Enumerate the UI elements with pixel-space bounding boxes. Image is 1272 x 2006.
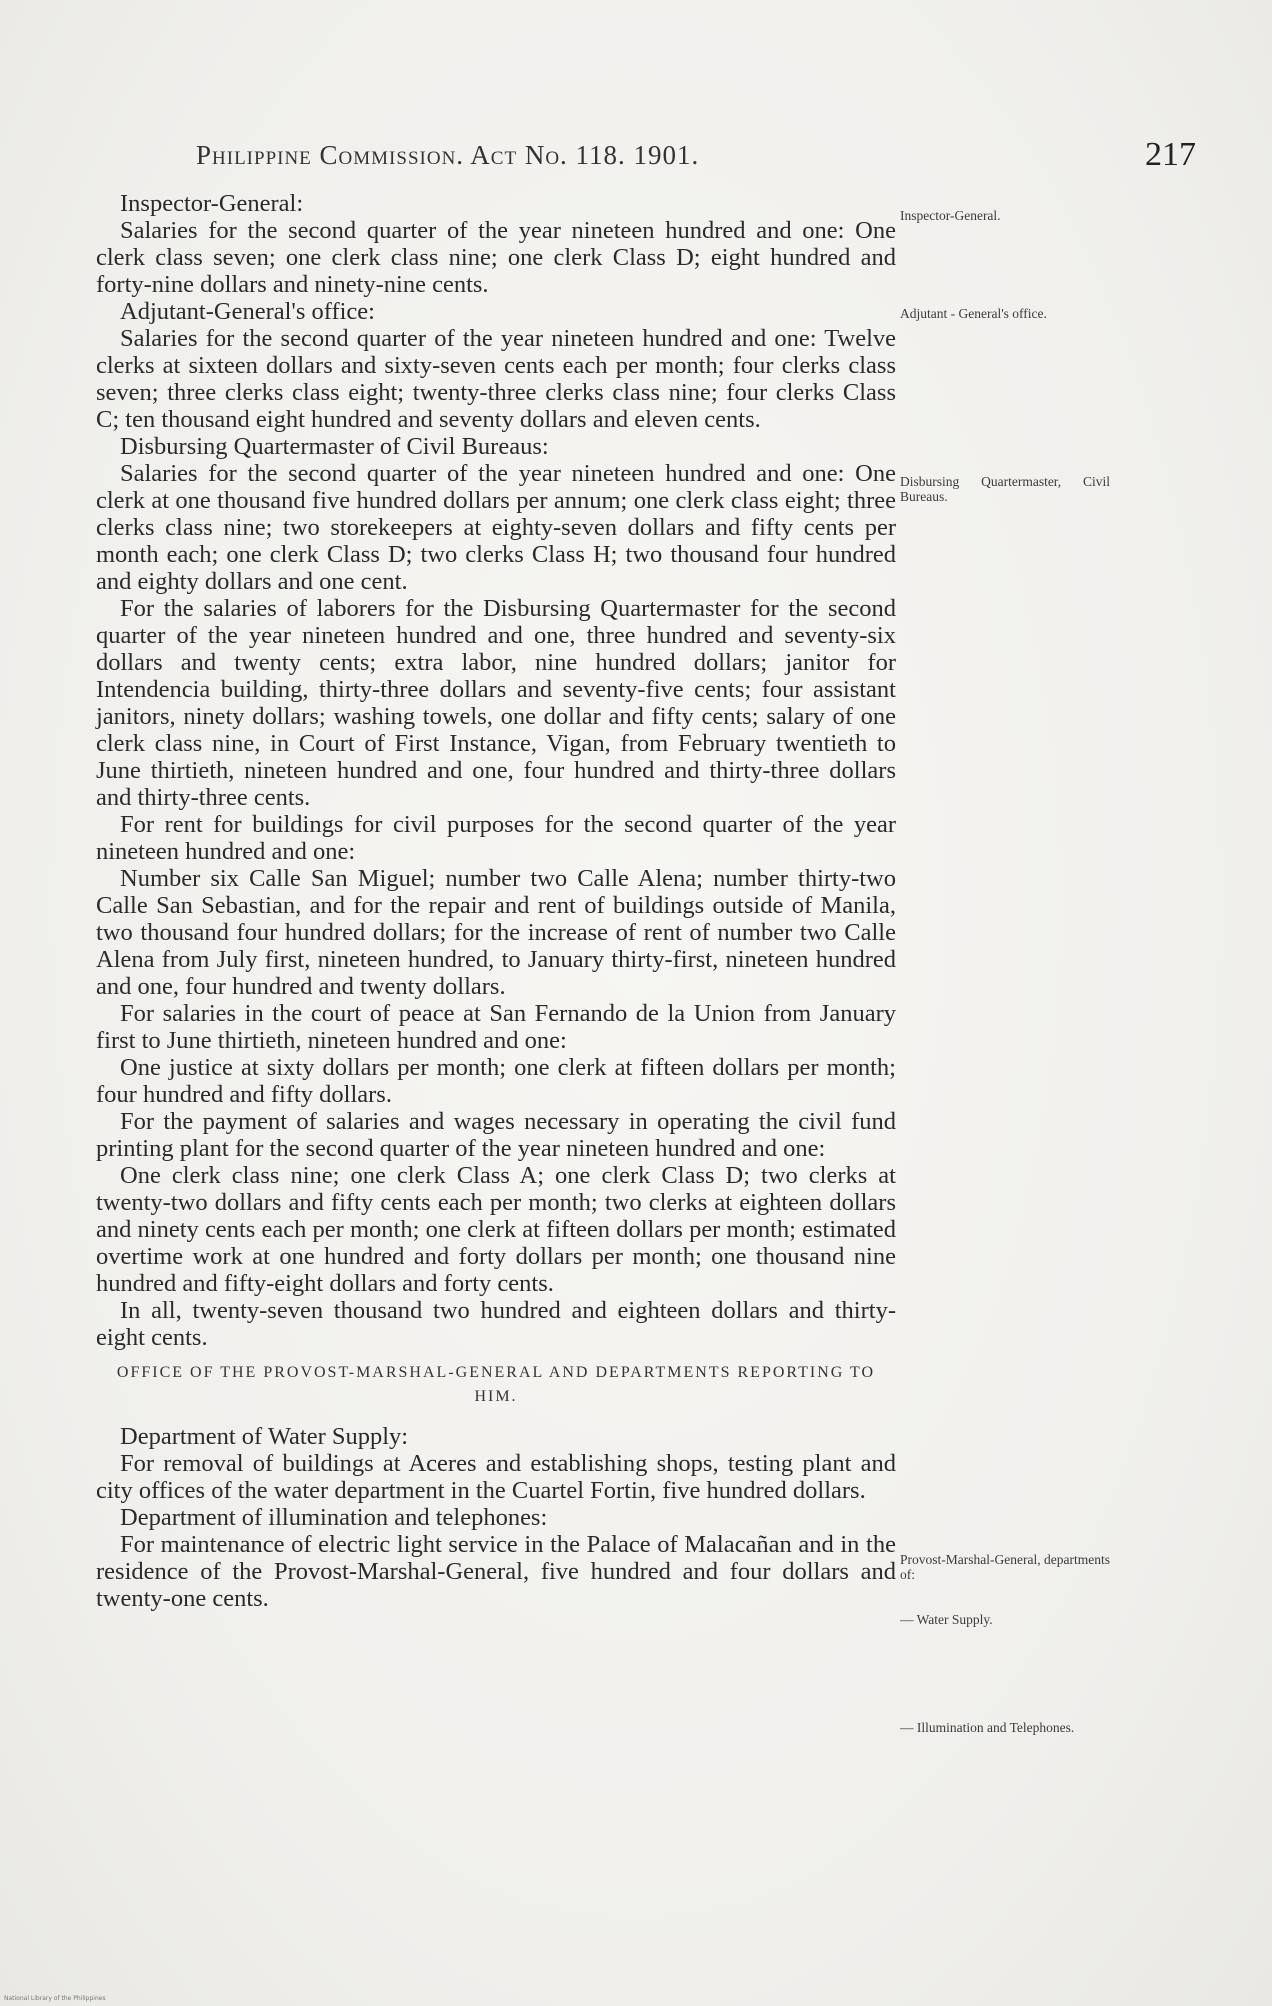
water-heading: Department of Water Supply: — [120, 1423, 409, 1450]
disbursing-paragraph: Salaries for the second quarter of the year nineteen hundred and one: One clerk at one thousand five hundred dollars per annum; one clerk class eight; three clerks class nine; two storekeepers at eighty-seven dollars and fifty cents per month each; one clerk Class D; two clerks Class H; two thousand four hundred and eighty dollars and one cent. — [96, 460, 896, 595]
illumination-paragraph: For maintenance of electric light service in the Palace of Malacañan and in the residence of the Provost-Marshal-General, five hundred and four dollars and twenty-one cents. — [96, 1531, 896, 1612]
laborers-paragraph: For the salaries of laborers for the Disbursing Quartermaster for the second quarter of the year nineteen hundred and one, three hundred and seventy-six dollars and twenty cents; extra labor, nine hundred dollars; janitor for Intendencia building, thirty-three dollars and seventy-five cents; four assistant janitors, ninety dollars; washing towels, one dollar and fifty cents; salary of one clerk class nine, in Court of First Instance, Vigan, from February twentieth to June thirtieth, nineteen hundred and one, four hundred and thirty-three dollars and thirty-three cents. — [96, 595, 896, 811]
printing-paragraph: For the payment of salaries and wages necessary in operating the civil fund printing plant for the second quarter of the year nineteen hundred and one: — [96, 1108, 896, 1162]
running-title: Philippine Commission. Act No. 118. 1901. — [196, 140, 700, 170]
body-text — [96, 190, 896, 1612]
rent-details-paragraph: Number six Calle San Miguel; number two Calle Alena; number thirty-two Calle San Sebastian, and for the repair and rent of buildings outside of Manila, two thousand four hundred dollars; for the increase of rent of number two Calle Alena from July first, nineteen hundred, to January thirty-first, nineteen hundred and one, four hundred and twenty dollars. — [96, 865, 896, 1000]
margin-note-adjutant: Adjutant - General's office. — [900, 306, 1047, 321]
margin-note-provost: Provost-Marshal-General, departments of: — [900, 1552, 1110, 1582]
court-paragraph: For salaries in the court of peace at San Fernando de la Union from January first to June thirtieth, nineteen hundred and one: — [96, 1000, 896, 1054]
printing-details-paragraph: One clerk class nine; one clerk Class A; one clerk Class D; two clerks at twenty-two dollars and fifty cents each per month; two clerks at eighteen dollars and ninety cents each per month; one clerk at fifteen dollars per month; estimated overtime work at one hundred and forty dollars per month; one thousand nine hundred and fifty-eight dollars and forty cents. — [96, 1162, 896, 1297]
margin-note-water: — Water Supply. — [900, 1612, 993, 1627]
rent-paragraph: For rent for buildings for civil purposes for the second quarter of the year nineteen hundred and one: — [96, 811, 896, 865]
adjutant-paragraph: Salaries for the second quarter of the year nineteen hundred and one: Twelve clerks at sixteen dollars and sixty-seven cents each per month; four clerks class seven; three clerks class eight; twenty-three clerks class nine; four clerks Class C; ten thousand eight hundred and seventy dollars and eleven cents. — [96, 325, 896, 433]
water-paragraph: For removal of buildings at Aceres and establishing shops, testing plant and city offices of the water department in the Cuartel Fortin, five hundred dollars. — [96, 1450, 896, 1504]
running-head — [196, 136, 1216, 180]
margin-note-inspector: Inspector-General. — [900, 208, 1001, 223]
section-heading: OFFICE OF THE PROVOST-MARSHAL-GENERAL AND DEPARTMENTS REPORTING TO HIM. — [116, 1364, 876, 1405]
margin-note-illumination: — Illumination and Telephones. — [900, 1720, 1075, 1735]
illumination-heading: Department of illumination and telephones: — [120, 1504, 548, 1531]
total-paragraph: In all, twenty-seven thousand two hundred and eighteen dollars and thirty-eight cents. — [96, 1297, 896, 1351]
court-details-paragraph: One justice at sixty dollars per month; one clerk at fifteen dollars per month; four hundred and fifty dollars. — [96, 1054, 896, 1108]
margin-note-disbursing: Disbursing Quartermaster, Civil Bureaus. — [900, 474, 1110, 504]
library-stamp: National Library of the Philippines — [4, 1995, 106, 2002]
disbursing-heading: Disbursing Quartermaster of Civil Bureaus: — [120, 433, 549, 460]
adjutant-heading: Adjutant-General's office: — [120, 298, 375, 325]
inspector-paragraph: Salaries for the second quarter of the year nineteen hundred and one: One clerk class seven; one clerk class nine; one clerk Class D; eight hundred and forty-nine dollars and ninety-nine cents. — [96, 217, 896, 298]
page-number: 217 — [1145, 136, 1196, 173]
inspector-heading: Inspector-General: — [120, 190, 304, 217]
